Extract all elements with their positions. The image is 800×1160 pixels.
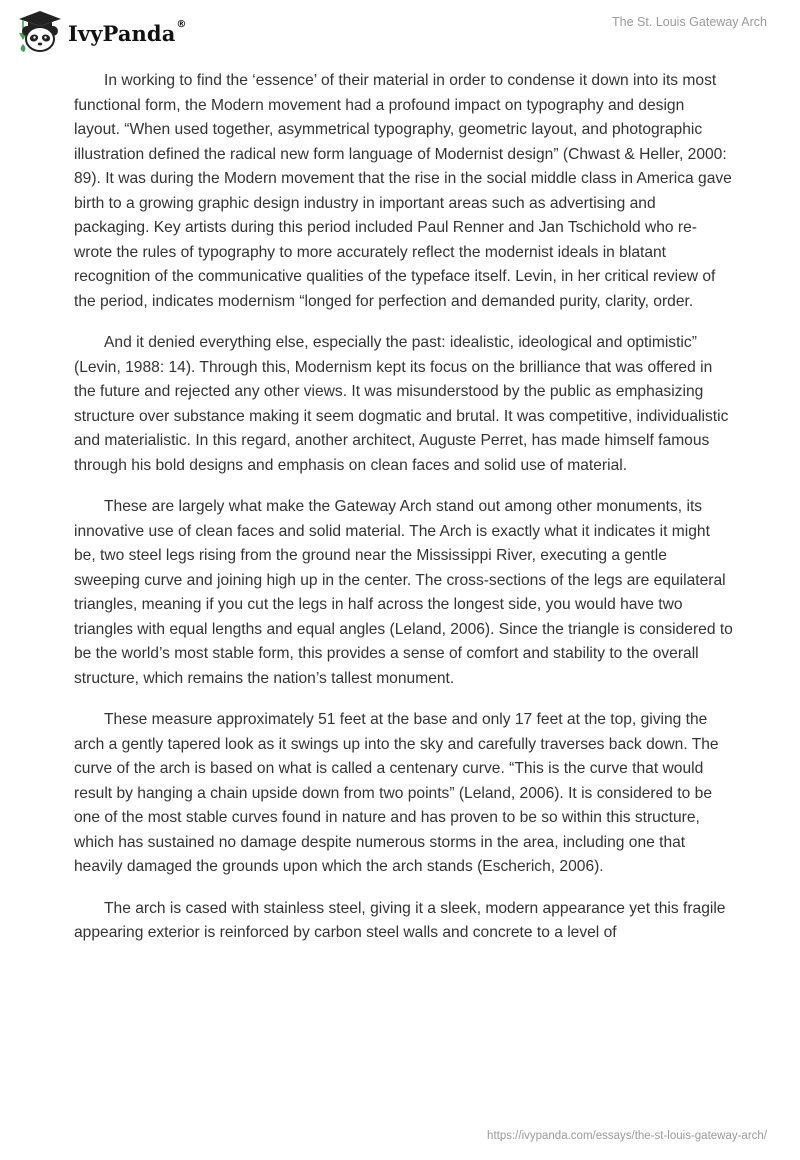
- paragraph-2: And it denied everything else, especially the past: idealistic, ideological and optimistic” (Levin, 1988: 14). Through this, Modernism kept its focus on the brilliance that was offered in the future and rejected any other views. It was misunderstood by the public as emphasizing structure over substance making it seem dogmatic and brutal. It was competitive, individualistic and materialistic. In this regard, another architect, Auguste Perret, has made himself famous through his bold designs and emphasis on clean faces and solid use of material.: [74, 334, 729, 474]
- document-title: The St. Louis Gateway Arch: [612, 15, 767, 29]
- essay-body: [74, 69, 734, 963]
- panda-graduation-cap-icon: [13, 8, 65, 54]
- paragraph-4: These measure approximately 51 feet at the base and only 17 feet at the top, giving the arch a gently tapered look as it swings up into the sky and carefully traverses back down. The curve of the arch is based on what is called a centenary curve. “This is the curve that would result by hanging a chain upside down from two points” (Leland, 2006). It is considered to be one of the most stable curves found in nature and has proven to be so within this structure, which has sustained no damage despite numerous storms in the area, including one that heavily damaged the grounds upon which the arch stands (Escherich, 2006).: [74, 711, 719, 875]
- paragraph-5: The arch is cased with stainless steel, giving it a sleek, modern appearance yet this fragile appearing exterior is reinforced by carbon steel walls and concrete to a level of: [74, 899, 726, 941]
- paragraph-3: These are largely what make the Gateway Arch stand out among other monuments, its innovative use of clean faces and solid material. The Arch is exactly what it indicates it might be, two steel legs rising from the ground near the Mississippi River, executing a gentle sweeping curve and joining high up in the center. The cross-sections of the legs are equilateral triangles, meaning if you cut the legs in half across the longest side, you would have two triangles with equal lengths and equal angles (Leland, 2006). Since the triangle is considered to be the world’s most stable form, this provides a sense of comfort and stability to the overall structure, which remains the nation’s tallest monument.: [74, 498, 733, 687]
- registered-mark: ®: [176, 18, 187, 30]
- paragraph-1: In working to find the ‘essence’ of their material in order to condense it down into its most functional form, the Modern movement had a profound impact on typography and design layout. “When used together, asymmetrical typography, geometric layout, and photographic illustration defined the radical new form language of Modernist design” (Chwast & Heller, 2000: 89). It was during the Modern movement that the rise in the social middle class in America gave birth to a growing graphic design industry in important areas such as advertising and packaging. Key artists during this period included Paul Renner and Jan Tschichold who re-wrote the rules of typography to more accurately reflect the modernist ideals in blatant recognition of the communicative qualities of the typeface itself. Levin, in her critical review of the period, indicates modernism “longed for perfection and demanded purity, clarity, order.: [74, 72, 732, 310]
- ivypanda-logo[interactable]: [13, 8, 187, 54]
- footer-url[interactable]: https://ivypanda.com/essays/the-st-louis-gateway-arch/: [487, 1130, 767, 1142]
- logo-text: IvyPanda®: [68, 18, 187, 46]
- page-header: [0, 0, 800, 64]
